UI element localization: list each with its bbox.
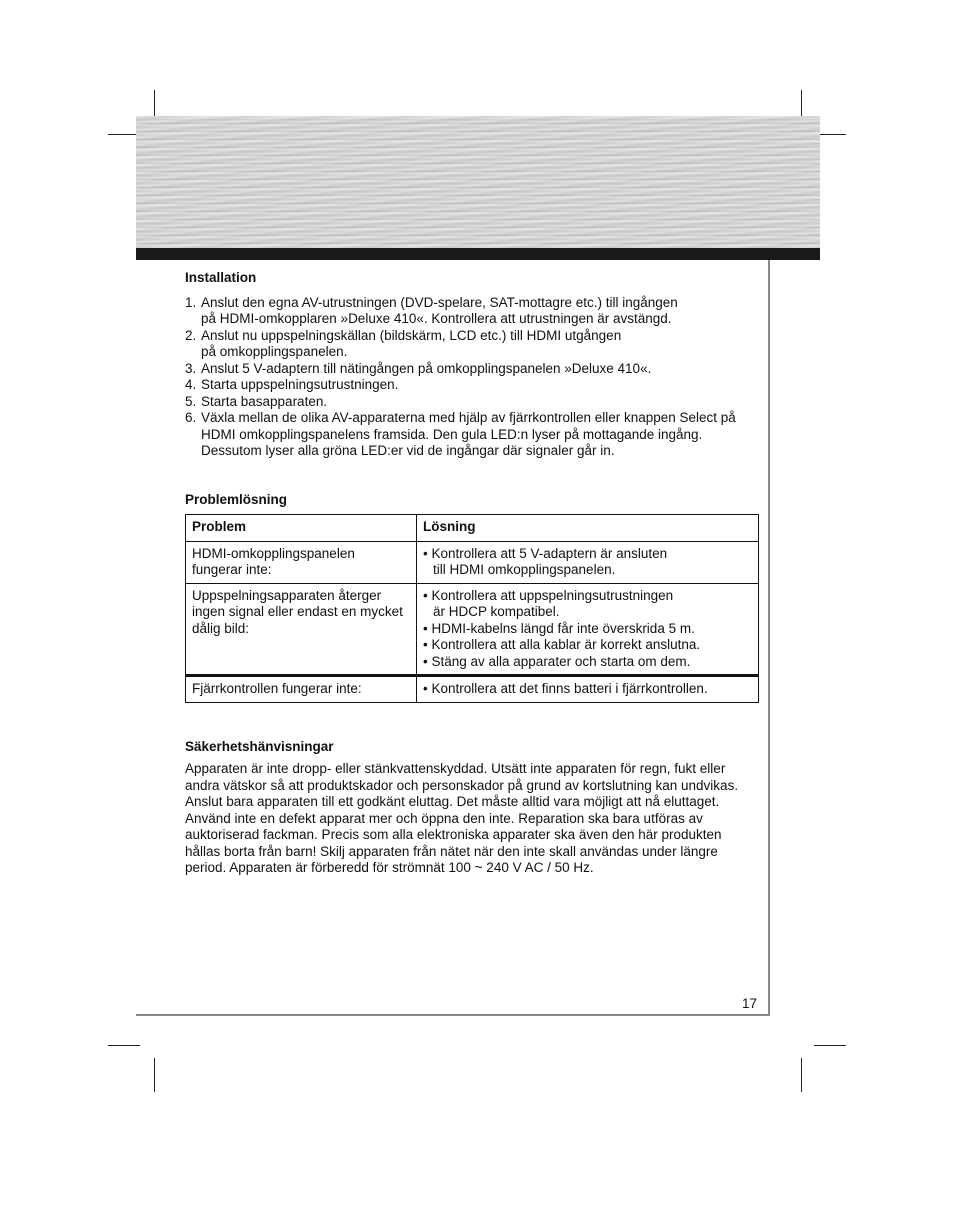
table-header-row — [186, 515, 759, 542]
safety-line: hållas borta från barn! Skilj apparaten från nätet när den inte skall användas under längre — [185, 843, 718, 859]
list-item — [185, 410, 760, 460]
step-text — [201, 394, 760, 411]
solution-cell — [417, 583, 759, 676]
list-item — [185, 361, 760, 378]
step-line: på HDMI-omkopplaren »Deluxe 410«. Kontrollera att utrustningen är avstängd. — [201, 311, 672, 326]
step-line: Anslut den egna AV-utrustningen (DVD-spelare, SAT-mottagre etc.) till ingången — [201, 294, 678, 310]
problem-line: dålig bild: — [192, 620, 250, 636]
troubleshooting-heading: Problemlösning — [185, 491, 288, 507]
safety-heading: Säkerhetshänvisningar — [185, 738, 334, 754]
safety-line: auktoriserad fackman. Precis som alla elektroniska apparater ska även den här produkten — [185, 827, 722, 842]
solution-cell — [417, 676, 759, 703]
crop-mark-bottom-right-h — [814, 1045, 846, 1046]
step-number: 1. — [185, 294, 197, 310]
step-line: Starta uppspelningsutrustningen. — [201, 377, 399, 392]
crop-mark-bottom-right-v — [801, 1058, 802, 1092]
step-line: Dessutom lyser alla gröna LED:er vid de ingångar där signaler går in. — [201, 443, 615, 458]
solution-line: är HDCP kompatibel. — [433, 604, 560, 619]
crop-mark-bottom-left-h — [108, 1045, 140, 1046]
safety-line: Apparaten är inte dropp- eller stänkvattenskyddad. Utsätt inte apparaten för regn, fukt eller — [185, 761, 726, 776]
step-number: 5. — [185, 393, 197, 409]
safety-paragraph — [185, 761, 760, 877]
step-line: på omkopplingspanelen. — [201, 344, 348, 359]
step-line: Anslut nu uppspelningskällan (bildskärm, LCD etc.) till HDMI utgången — [201, 327, 622, 343]
table-row — [186, 583, 759, 676]
solution-cell — [417, 541, 759, 583]
step-line: HDMI omkopplingspanelens framsida. Den gula LED:n lyser på mottagande ingång. — [201, 426, 703, 442]
safety-line: Anslut bara apparaten till ett godkänt eluttag. Det måste alltid vara möjligt att nå eluttaget. — [185, 794, 720, 809]
step-number: 3. — [185, 360, 197, 376]
list-item — [185, 377, 760, 394]
safety-section — [185, 739, 760, 877]
solution-line: • Kontrollera att 5 V-adaptern är ansluten — [423, 545, 668, 561]
header-banner — [136, 116, 820, 249]
safety-line: andra vätskor så att produktskador och personskador på grund av kortslutning kan undvikas. — [185, 777, 739, 793]
crop-mark-bottom-left-v — [154, 1058, 155, 1092]
step-line: Anslut 5 V-adaptern till nätingången på omkopplingspanelen »Deluxe 410«. — [201, 360, 652, 376]
problem-line: ingen signal eller endast en mycket — [192, 604, 403, 619]
installation-steps — [185, 295, 760, 460]
safety-line: period. Apparaten är förberedd för strömnät 100 ~ 240 V AC / 50 Hz. — [185, 860, 594, 875]
installation-heading: Installation — [185, 270, 257, 285]
page-content — [185, 270, 760, 877]
problem-cell — [186, 583, 417, 676]
column-header-problem: Problem — [186, 515, 417, 542]
page-frame-right — [768, 260, 770, 1016]
solution-line: • Kontrollera att alla kablar är korrekt anslutna. — [423, 637, 701, 652]
troubleshooting-section — [185, 492, 760, 703]
table-row — [186, 541, 759, 583]
problem-line: HDMI-omkopplingspanelen — [192, 545, 355, 561]
step-text — [201, 361, 760, 378]
troubleshooting-table — [185, 514, 759, 703]
problem-line: Fjärrkontrollen fungerar inte: — [192, 681, 362, 696]
problem-cell — [186, 676, 417, 703]
step-text — [201, 377, 760, 394]
column-header-solution: Lösning — [417, 515, 759, 542]
solution-line: • Stäng av alla apparater och starta om dem. — [423, 653, 691, 669]
problem-line: fungerar inte: — [192, 562, 272, 577]
table-row — [186, 676, 759, 703]
step-number: 2. — [185, 327, 197, 343]
step-line: Växla mellan de olika AV-apparaterna med hjälp av fjärrkontrollen eller knappen Select på — [201, 410, 736, 425]
step-text — [201, 295, 760, 328]
solution-line: • HDMI-kabelns längd får inte överskrida 5 m. — [423, 620, 695, 636]
step-number: 6. — [185, 410, 197, 425]
list-item — [185, 328, 760, 361]
solution-line: • Kontrollera att det finns batteri i fjärrkontrollen. — [423, 681, 708, 696]
step-line: Starta basapparaten. — [201, 393, 328, 409]
page-frame-bottom — [136, 1014, 770, 1016]
header-banner-bar — [136, 248, 820, 260]
solution-line: till HDMI omkopplingspanelen. — [433, 562, 616, 577]
solution-line: • Kontrollera att uppspelningsutrustningen — [423, 587, 674, 603]
page-number: 17 — [742, 996, 758, 1011]
list-item — [185, 295, 760, 328]
step-number: 4. — [185, 377, 197, 392]
step-text — [201, 410, 760, 460]
problem-line: Uppspelningsapparaten återger — [192, 587, 382, 603]
step-text — [201, 328, 760, 361]
safety-line: Använd inte en defekt apparat mer och öppna den inte. Reparation ska bara utföras av — [185, 810, 703, 826]
list-item — [185, 394, 760, 411]
problem-cell — [186, 541, 417, 583]
